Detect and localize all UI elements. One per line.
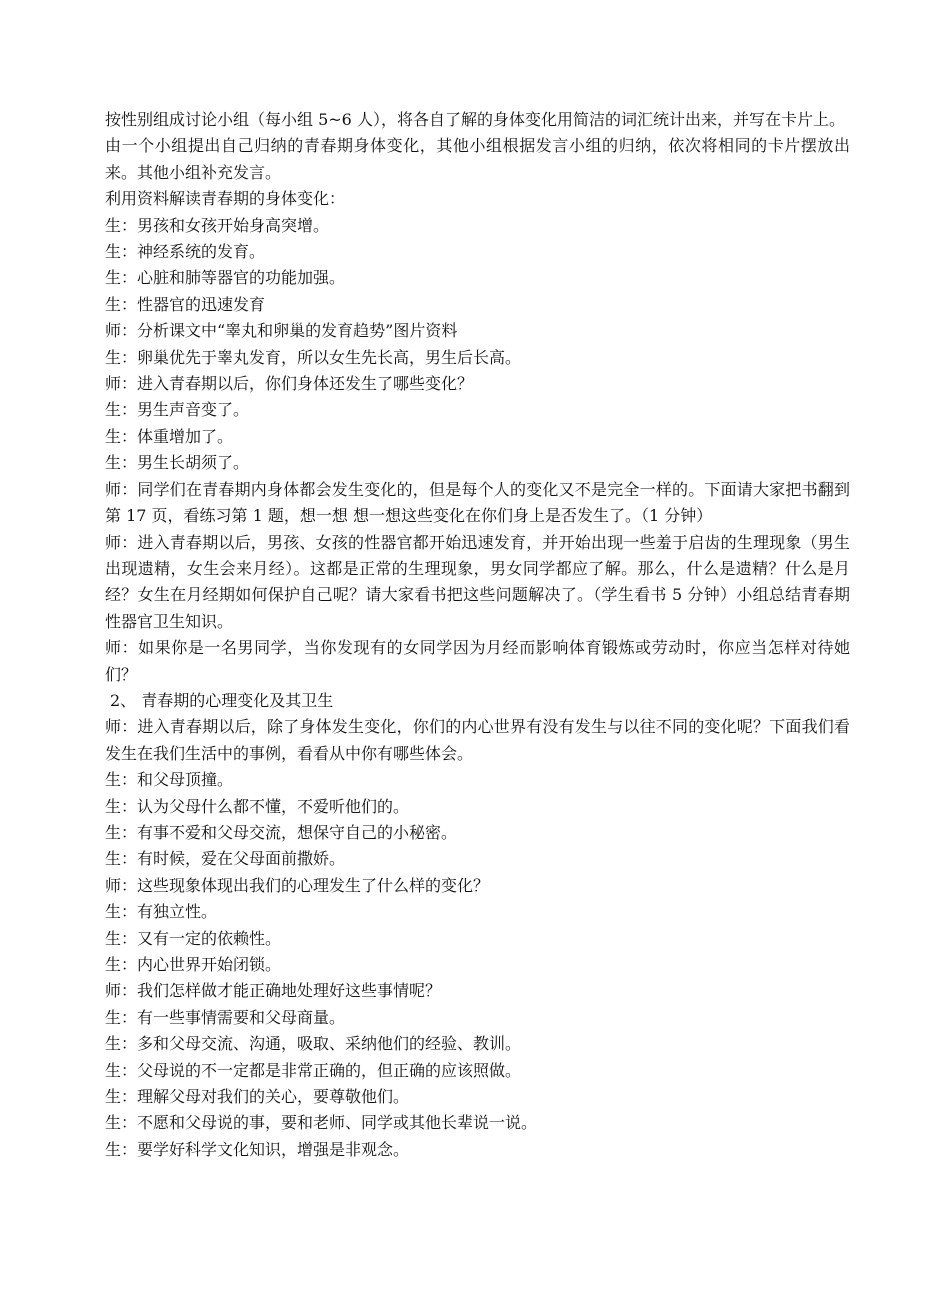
dialogue-line: 生：神经系统的发育。 bbox=[105, 242, 266, 262]
dialogue-line: 生：心脏和肺等器官的功能加强。 bbox=[105, 268, 346, 288]
dialogue-line: 师：进入青春期以后，你们身体还发生了哪些变化？ bbox=[105, 374, 474, 394]
dialogue-line: 师：这些现象体现出我们的心理发生了什么样的变化？ bbox=[105, 875, 490, 895]
dialogue-line: 师：同学们在青春期内身体都会发生变化的，但是每个人的变化又不是完全一样的。下面请大家把书翻到第 17 页，看练习第 1 题，想一想 想一想这些变化在你们身上是否发生了。（1 分钟） bbox=[105, 479, 850, 526]
dialogue-line: 生：内心世界开始闭锁。 bbox=[105, 955, 282, 974]
dialogue-line: 生：和父母顶撞。 bbox=[105, 770, 234, 790]
dialogue-line: 生：不愿和父母说的事，要和老师、同学或其他长辈说一说。 bbox=[105, 1113, 538, 1133]
dialogue-line: 生：体重增加了。 bbox=[105, 426, 234, 446]
dialogue-line: 师：如果你是一名男同学，当你发现有的女同学因为月经而影响体育锻炼或劳动时，你应当怎样对待她们？ bbox=[105, 638, 850, 684]
dialogue-line: 生：卵巢优先于睾丸发育，所以女生先长高，男生后长高。 bbox=[105, 347, 522, 367]
dialogue-line: 生：认为父母什么都不懂，不爱听他们的。 bbox=[105, 796, 410, 816]
dialogue-line: 师：进入青春期以后，除了身体发生变化，你们的内心世界有没有发生与以往不同的变化呢？下面我们看发生在我们生活中的事例，看看从中你有哪些体会。 bbox=[105, 717, 850, 763]
dialogue-line: 生：男生声音变了。 bbox=[105, 400, 250, 420]
dialogue-line: 生：要学好科学文化知识，增强是非观念。 bbox=[105, 1139, 410, 1159]
dialogue-line: 生：有时候，爱在父母面前撒娇。 bbox=[105, 849, 346, 869]
dialogue-line: 生：父母说的不一定都是非常正确的，但正确的应该照做。 bbox=[105, 1060, 522, 1080]
dialogue-line: 生：有独立性。 bbox=[105, 902, 218, 922]
paragraph-line: 按性别组成讨论小组（每小组 5~6 人），将各自了解的身体变化用简洁的词汇统计出来，并写在卡片上。 bbox=[105, 110, 845, 129]
paragraph-line: 利用资料解读青春期的身体变化： bbox=[105, 189, 346, 209]
dialogue-line: 生：多和父母交流、沟通，吸取、采纳他们的经验、教训。 bbox=[105, 1034, 522, 1054]
document-body bbox=[105, 107, 850, 1163]
dialogue-line: 生：性器官的迅速发育 bbox=[105, 294, 266, 314]
dialogue-line: 生：男孩和女孩开始身高突增。 bbox=[105, 215, 330, 235]
dialogue-line: 生：又有一定的依赖性。 bbox=[105, 928, 282, 948]
dialogue-line: 生：理解父母对我们的关心，要尊敬他们。 bbox=[105, 1087, 410, 1107]
dialogue-line: 生：有一些事情需要和父母商量。 bbox=[105, 1007, 346, 1027]
dialogue-line: 生：男生长胡须了。 bbox=[105, 453, 250, 473]
section-heading: 2、 青春期的心理变化及其卫生 bbox=[110, 690, 334, 710]
paragraph-line: 由一个小组提出自己归纳的青春期身体变化，其他小组根据发言小组的归纳，依次将相同的卡片摆放出来。其他小组补充发言。 bbox=[105, 136, 850, 182]
dialogue-line: 师：分析课文中“睾丸和卵巢的发育趋势”图片资料 bbox=[105, 321, 458, 341]
dialogue-line: 生：有事不爱和父母交流，想保守自己的小秘密。 bbox=[105, 822, 458, 842]
dialogue-line: 师：进入青春期以后，男孩、女孩的性器官都开始迅速发育，并开始出现一些羞于启齿的生理现象（男生出现遗精，女生会来月经）。这都是正常的生理现象，男女同学都应了解。那么，什么是遗精？什么是月经？女生在月经期如何保护自己呢？请大家看书把这些问题解决了。（学生看书 5 分钟）小组总结青春期性器官卫生知识。 bbox=[105, 532, 850, 631]
dialogue-line: 师：我们怎样做才能正确地处理好这些事情呢？ bbox=[105, 981, 442, 1001]
